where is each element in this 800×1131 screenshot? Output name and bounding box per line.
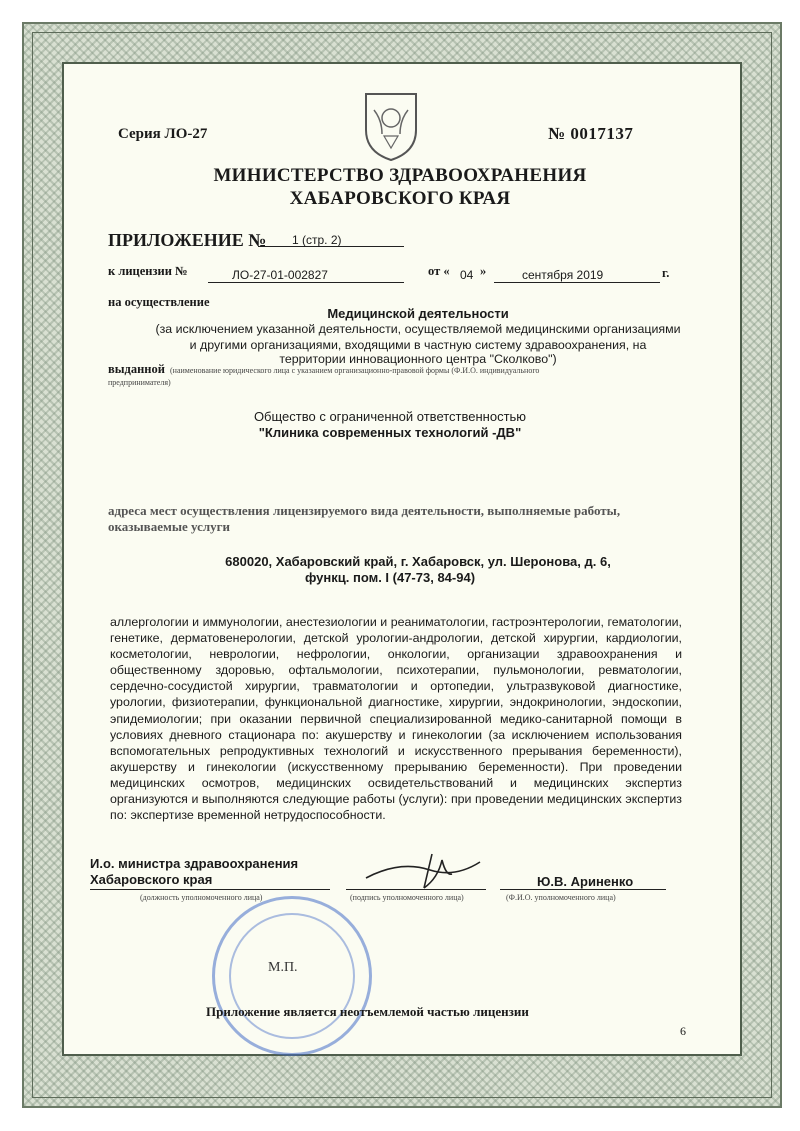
page-mark: 6 [680, 1024, 686, 1038]
activity-condition-line3: территории инновационного центра "Сколково") [279, 352, 557, 366]
license-ref-label: к лицензии № [108, 264, 188, 278]
license-date-day-close: » [480, 264, 487, 278]
license-number: № 0017137 [548, 124, 634, 143]
addresses-label-line2: оказываемые услуги [108, 519, 231, 534]
license-ref-underline [208, 282, 404, 283]
license-date-underline [494, 282, 660, 283]
signatory-name: Ю.В. Ариненко [537, 874, 634, 889]
official-stamp [212, 896, 372, 1056]
license-date-from-label: от « [428, 264, 450, 278]
address-line2: функц. пом. I (47-73, 84-94) [304, 570, 476, 585]
license-date-day: 04 [460, 268, 474, 282]
name-underline [500, 889, 666, 890]
appendix-label: ПРИЛОЖЕНИЕ № [108, 230, 267, 250]
activity-title: Медицинской деятельности [327, 306, 509, 321]
organization-line1: Общество с ограниченной ответственностью [253, 409, 527, 424]
signature-hint: (подпись уполномоченного лица) [350, 893, 464, 902]
services-list: аллергологии и иммунологии, анестезиологии и реаниматологии, гастроэнтерологии, гематологии, генетике, дерматовенерологии, детской урологии-андрологии, детской хирургии, кардиологии, косметологии, неврологии, нефрологии, онкологии, организации здравоохранения и общественному здоровью, офтальмологии, психотерапии, пульмонологии, ревматологии, сердечно-сосудистой хирургии, травматологии и ортопедии, ультразвуковой диагностике, урологии, физиотерапии, функциональной диагностике, хирургии, эндокринологии, эндоскопии, эпидемиологии; при оказании первичной специализированной медико-санитарной помощи в условиях дневного стационара по: акушерству и гинекологии (за исключением использования вспомогательных репродуктивных технологий и искусственного прерывания беременности), акушерству и гинекологии (искусственному прерыванию беременности). При проведении медицинских осмотров, медицинских освидетельствований и медицинских экспертиз организуются и выполняются следующие работы (услуги): при проведении медицинских экспертиз по: экспертизе временной нетрудоспособности. [110, 615, 682, 823]
position-hint: (должность уполномоченного лица) [140, 893, 263, 902]
issued-hint-line1: (наименование юридического лица с указанием организационно-правовой формы (Ф.И.О. индивидуального [170, 366, 540, 375]
organization-line2: "Клиника современных технологий -ДВ" [258, 425, 522, 440]
signatory-position-line2: Хабаровского края [90, 872, 213, 887]
stamp-place-label: М.П. [268, 960, 298, 975]
issued-hint-line2: предпринимателя) [108, 378, 171, 387]
activity-label: на осуществление [108, 295, 210, 309]
ministry-title-line1: МИНИСТЕРСТВО ЗДРАВООХРАНЕНИЯ [213, 165, 587, 186]
position-underline [90, 889, 330, 890]
activity-condition-line2: и другими организациями, входящими в частную систему здравоохранения, на [189, 338, 647, 352]
name-hint: (Ф.И.О. уполномоченного лица) [506, 893, 616, 902]
license-date-month-year: сентября 2019 [522, 268, 604, 282]
appendix-value: 1 (стр. 2) [292, 233, 342, 247]
ministry-title-line2: ХАБАРОВСКОГО КРАЯ [289, 188, 511, 209]
activity-condition-line1: (за исключением указанной деятельности, осуществляемой медицинскими организациями [155, 322, 681, 336]
issued-label: выданной [108, 362, 165, 376]
license-ref-number: ЛО-27-01-002827 [232, 268, 328, 282]
handwritten-signature-icon [360, 848, 490, 892]
footer-note: Приложение является неотъемлемой частью лицензии [206, 1004, 529, 1019]
address-line1: 680020, Хабаровский край, г. Хабаровск, ул. Шеронова, д. 6, [225, 554, 611, 569]
license-date-year-suffix: г. [662, 266, 670, 280]
coat-of-arms-icon [362, 90, 420, 162]
series-label: Серия ЛО-27 [118, 126, 208, 142]
signatory-position-line1: И.о. министра здравоохранения [90, 856, 299, 871]
addresses-label-line1: адреса мест осуществления лицензируемого вида деятельности, выполняемые работы, [108, 503, 621, 518]
